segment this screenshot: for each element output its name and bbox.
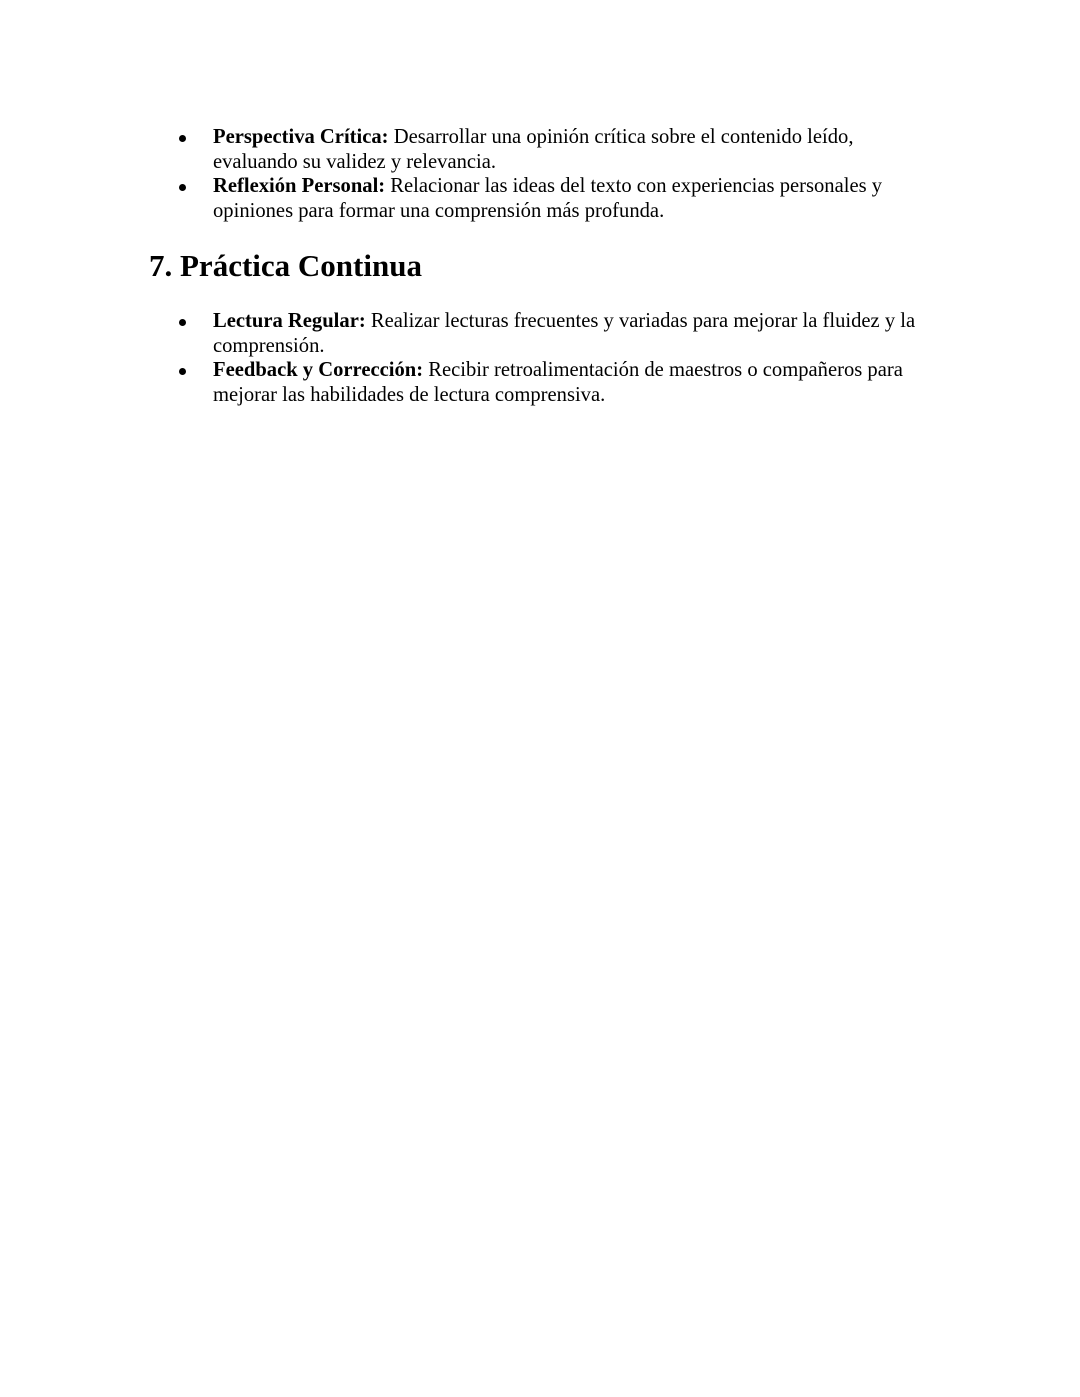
item-text: Recibir retroalimentación de maestros o compañeros para mejorar las habilidades de lectura comprensiva. [213,359,903,406]
bullet-icon [179,368,186,375]
section-heading-practica-continua: 7. Práctica Continua [149,248,422,283]
item-text: Desarrollar una opinión crítica sobre el contenido leído, evaluando su validez y relevancia. [213,126,854,173]
item-term: Feedback y Corrección: [213,359,424,381]
bullet-icon [179,319,186,326]
item-term: Perspectiva Crítica: [213,126,389,148]
list-item-perspectiva-critica [0,125,933,174]
item-text: Relacionar las ideas del texto con experiencias personales y opiniones para formar una comprensión más profunda. [213,175,883,222]
item-term: Reflexión Personal: [213,175,386,197]
bullet-icon [179,135,186,142]
reflection-bullet-list [0,125,1080,223]
practice-bullet-list [0,309,1080,407]
item-text: Realizar lecturas frecuentes y variadas para mejorar la fluidez y la comprensión. [213,310,916,357]
list-item-feedback-correccion [0,358,933,407]
item-term: Lectura Regular: [213,310,366,332]
list-item-lectura-regular [0,309,933,358]
bullet-icon [179,184,186,191]
list-item-reflexion-personal [0,174,933,223]
